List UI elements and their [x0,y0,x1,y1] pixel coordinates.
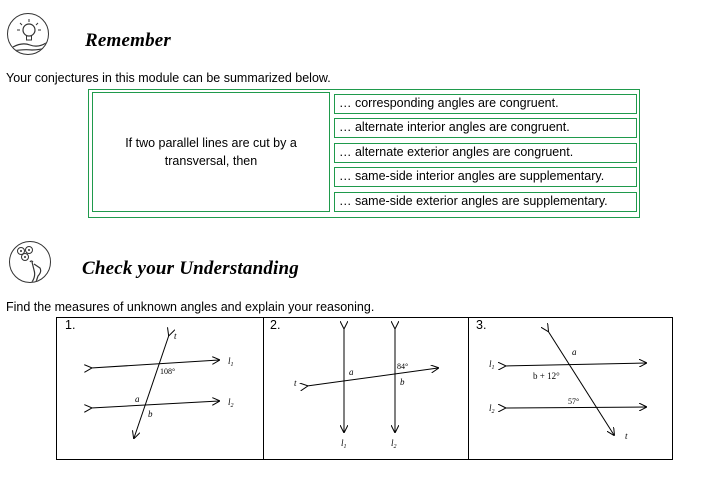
conclusion-row: … corresponding angles are congruent. [334,94,637,114]
label-a: a [135,394,140,404]
summary-condition [92,92,330,212]
line-l2 [505,407,646,408]
problem-1-diagram [57,318,263,459]
label-l1: $l_1$ [228,356,234,368]
problem-number: 2. [270,318,281,332]
line-l1 [91,360,219,368]
angle-84: 84° [397,362,409,371]
label-t: t [294,378,297,388]
label-a: a [572,347,577,357]
transversal-t [307,368,438,386]
label-t: t [174,331,177,341]
conclusion-row: … alternate exterior angles are congruent. [334,143,637,163]
angle-57: 57° [568,397,580,406]
finger-gears-icon [9,241,51,283]
conclusion-row: … same-side exterior angles are supplementary. [334,192,637,212]
label-l2: $l_2$ [489,403,495,415]
check-instruction: Find the measures of unknown angles and explain your reasoning. [6,300,375,314]
remember-intro: Your conjectures in this module can be summarized below. [6,71,331,85]
conclusion-row: … same-side interior angles are supplementary. [334,167,637,187]
angle-expr: b + 12° [533,371,560,381]
label-l1: $l_1$ [489,359,495,371]
conclusion-row: … alternate interior angles are congruent. [334,118,637,138]
condition-text: If two parallel lines are cut by a transversal, then [125,136,297,168]
problem-2-diagram [264,318,468,459]
remember-heading: Remember [85,30,172,51]
transversal-t [548,331,614,435]
transversal-t [134,335,169,438]
label-b: b [148,409,153,419]
label-l2: $l_2$ [391,438,397,450]
problem-number: 3. [476,318,487,332]
label-l2: $l_2$ [228,397,234,409]
label-b: b [400,377,405,387]
angle-108: 108° [160,367,176,376]
label-t: t [625,431,628,441]
label-a: a [349,367,354,377]
lightbulb-hand-icon [7,13,49,55]
problem-3-diagram [469,318,672,459]
line-l1 [505,363,646,366]
check-heading: Check your Understanding [82,258,300,279]
problem-number: 1. [65,318,76,332]
label-l1: $l_1$ [341,438,347,450]
line-l2 [91,401,219,408]
